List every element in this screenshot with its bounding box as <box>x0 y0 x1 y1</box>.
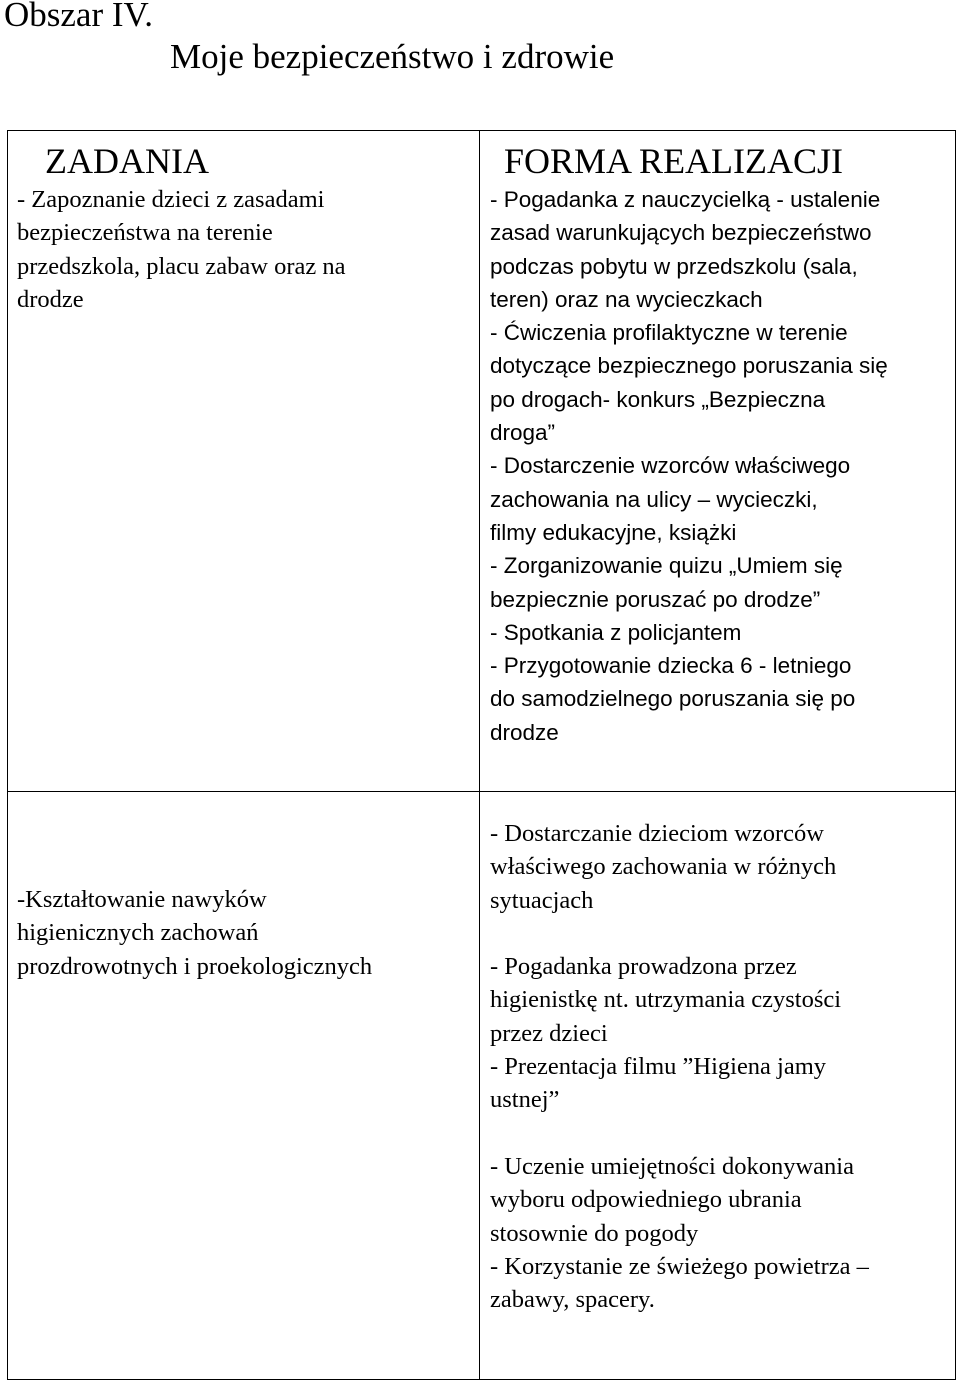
forms-text: - Uczenie umiejętności dokonywania wyboru odpowiedniego ubrania stosownie do pogody - Korzystanie ze świeżego powietrza – zabawy, spacery. <box>490 1152 869 1314</box>
forms-text: - Pogadanka prowadzona przez higienistkę nt. utrzymania czystości przez dzieci - Prezentacja filmu ”Higiena jamy ustnej” <box>490 953 842 1114</box>
section-title: Moje bezpieczeństwo i zdrowie <box>170 37 615 76</box>
section-label: Obszar IV. <box>4 0 154 34</box>
table-cell-forms-2 <box>490 817 952 1316</box>
table-cell-forms-1 <box>490 139 952 749</box>
forms-text: - Pogadanka z nauczycielką - ustalenie zasad warunkujących bezpieczeństwo podczas pobytu w przedszkolu (sala, teren) oraz na wycieczkach - Ćwiczenia profilaktyczne w terenie dotyczące bezpiecznego poruszania się po drogach- konkurs „Bezpieczna droga” - Dostarczenie wzorców właściwego zachowania na ulicy – wycieczki, filmy edukacyjne, książki - Zorganizowanie quizu „Umiem się bezpiecznie poruszać po drodze” - Spotkania z policjantem - Przygotowanie dziecka 6 - letniego do samodzielnego poruszania się po drodze <box>490 187 888 745</box>
forms-text: - Dostarczanie dzieciom wzorców właściwego zachowania w różnych sytuacjach <box>490 820 837 914</box>
column-divider <box>479 131 480 1379</box>
row-divider <box>8 791 955 792</box>
task-text: - Zapoznanie dzieci z zasadami bezpieczeństwa na terenie przedszkola, placu zabaw oraz na drodze <box>17 186 346 313</box>
column-header-forms: FORMA REALIZACJI <box>504 141 844 181</box>
table-cell-task-2 <box>17 883 472 983</box>
table-cell-task-1 <box>17 139 472 316</box>
task-text: -Kształtowanie nawyków higienicznych zachowań prozdrowotnych i proekologicznych <box>17 886 373 980</box>
tasks-table <box>7 130 956 1380</box>
column-header-tasks: ZADANIA <box>45 141 209 181</box>
